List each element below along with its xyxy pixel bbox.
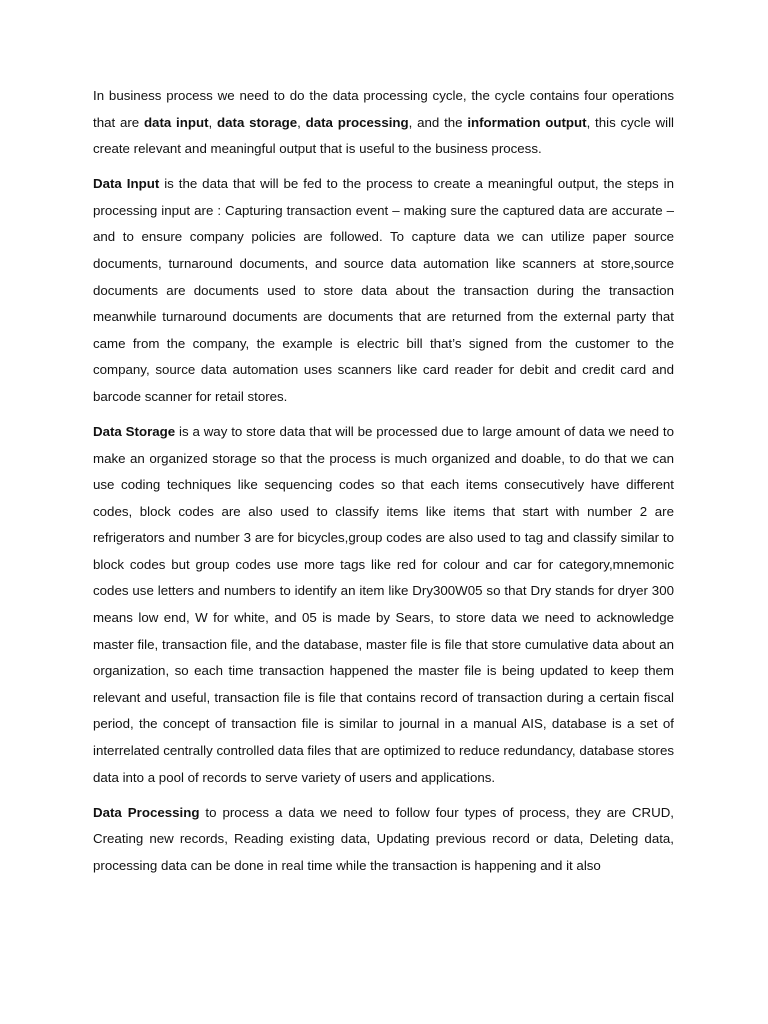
text-run: ,	[297, 114, 306, 130]
paragraph-data-processing	[93, 800, 674, 880]
text-run: is the data that will be fed to the process to create a meaningful output, the steps in processing input are : Capturing transaction event – making sure the captured data are accurate – and to ensure company policies are followed. To capture data we can utilize paper source documents, turnaround documents, and source data automation like scanners at store,source documents are documents used to store data about the transaction during the transaction meanwhile turnaround documents are documents that are returned from the external party that came from the company, the example is electric bill that’s signed from the customer to the company, source data automation uses scanners like card reader for debit and credit card and barcode scanner for retail stores.	[93, 176, 674, 404]
bold-term-data-processing: data processing	[305, 114, 409, 130]
bold-term-information-output: information output	[467, 114, 587, 130]
text-run: is a way to store data that will be processed due to large amount of data we need to make an organized storage so that the process is much organized and doable, to do that we can use coding techniques like sequencing codes so that each items consecutively have different codes, block codes are also used to classify items like items that start with number 2 are refrigerators and number 3 are for bicycles,group codes are also used to tag and classify similar to block codes but group codes use more tags like red for colour and car for category,mnemonic codes use letters and numbers to identify an item like Dry300W05 so that Dry stands for dryer 300 means low end, W for white, and 05 is made by Sears, to store data we need to acknowledge master file, transaction file, and the database, master file is file that store cumulative data about an organization, so each time transaction happened the master file is being updated to keep them relevant and useful, transaction file is file that contains record of transaction during a certain fiscal period, the concept of transaction file is similar to journal in a manual AIS, database is a set of interrelated centrally controlled data files that are optimized to reduce redundancy, database stores data into a pool of records to serve variety of users and applications.	[93, 423, 674, 785]
text-run: In business process we need to do the data processing cycle, the cycle contains four operations that are	[93, 88, 674, 130]
text-run: to process a data we need to follow four types of process, they are CRUD, Creating new records, Reading existing data, Updating previous record or data, Deleting data, processing data can be done in real time while the transaction is happening and it also	[93, 804, 674, 873]
bold-term-data-storage: data storage	[217, 114, 298, 130]
text-run: , this cycle will create relevant and meaningful output that is useful to the business process.	[93, 114, 674, 157]
paragraph-intro	[93, 83, 674, 163]
paragraph-data-input	[93, 171, 674, 410]
section-heading-data-storage: Data Storage	[93, 423, 176, 439]
paragraph-data-storage	[93, 419, 674, 791]
text-run: , and the	[408, 114, 468, 130]
section-heading-data-processing: Data Processing	[93, 804, 200, 820]
text-run: ,	[208, 114, 217, 130]
bold-term-data-input: data input	[143, 114, 209, 130]
section-heading-data-input: Data Input	[93, 176, 160, 192]
document-page	[93, 83, 674, 888]
